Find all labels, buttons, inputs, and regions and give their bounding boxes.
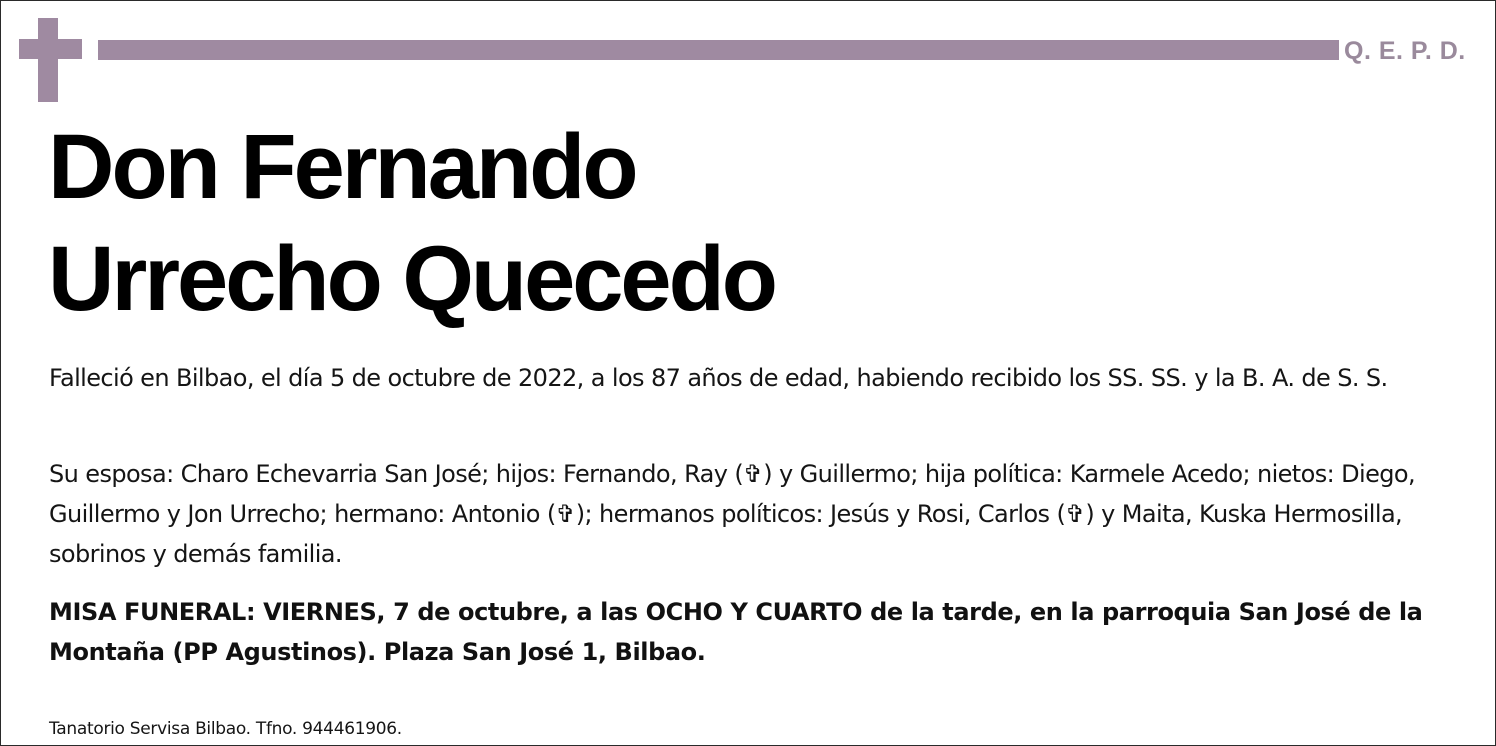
cross-icon: ✞ bbox=[1065, 500, 1086, 528]
header-rule bbox=[98, 40, 1339, 60]
deceased-name bbox=[48, 111, 775, 335]
name-line-1: Don Fernando bbox=[48, 116, 636, 218]
death-notice: Falleció en Bilbao, el día 5 de octubre de 2022, a los 87 años de edad, habiendo recibido los SS. SS. y la B. A. de S. S. bbox=[49, 364, 1388, 392]
funeral-mass-notice: MISA FUNERAL: VIERNES, 7 de octubre, a las OCHO Y CUARTO de la tarde, en la parroquia San José de la Montaña (PP Agustinos). Plaza San José 1, Bilbao. bbox=[49, 598, 1423, 666]
family-text-2: ) y Guillermo; hija política: Karmele Acedo; nietos: Diego, Guillermo y Jon Urrecho; hermano: Antonio ( bbox=[49, 460, 1415, 528]
cross-icon: ✞ bbox=[743, 460, 764, 488]
family-list bbox=[49, 454, 1459, 574]
family-text-1: Su esposa: Charo Echevarria San José; hijos: Fernando, Ray ( bbox=[49, 460, 744, 488]
qepd-label: Q. E. P. D. bbox=[1344, 37, 1466, 65]
family-text-4: ) y Maita, Kuska Hermosilla, sobrinos y demás familia. bbox=[49, 500, 1403, 568]
family-text-3: ); hermanos políticos: Jesús y Rosi, Carlos ( bbox=[575, 500, 1066, 528]
funeral-home-contact: Tanatorio Servisa Bilbao. Tfno. 944461906. bbox=[49, 719, 402, 739]
name-line-2: Urrecho Quecedo bbox=[48, 228, 775, 330]
cross-icon-vertical bbox=[38, 18, 58, 102]
cross-icon-horizontal bbox=[19, 39, 82, 59]
cross-icon: ✞ bbox=[555, 500, 576, 528]
